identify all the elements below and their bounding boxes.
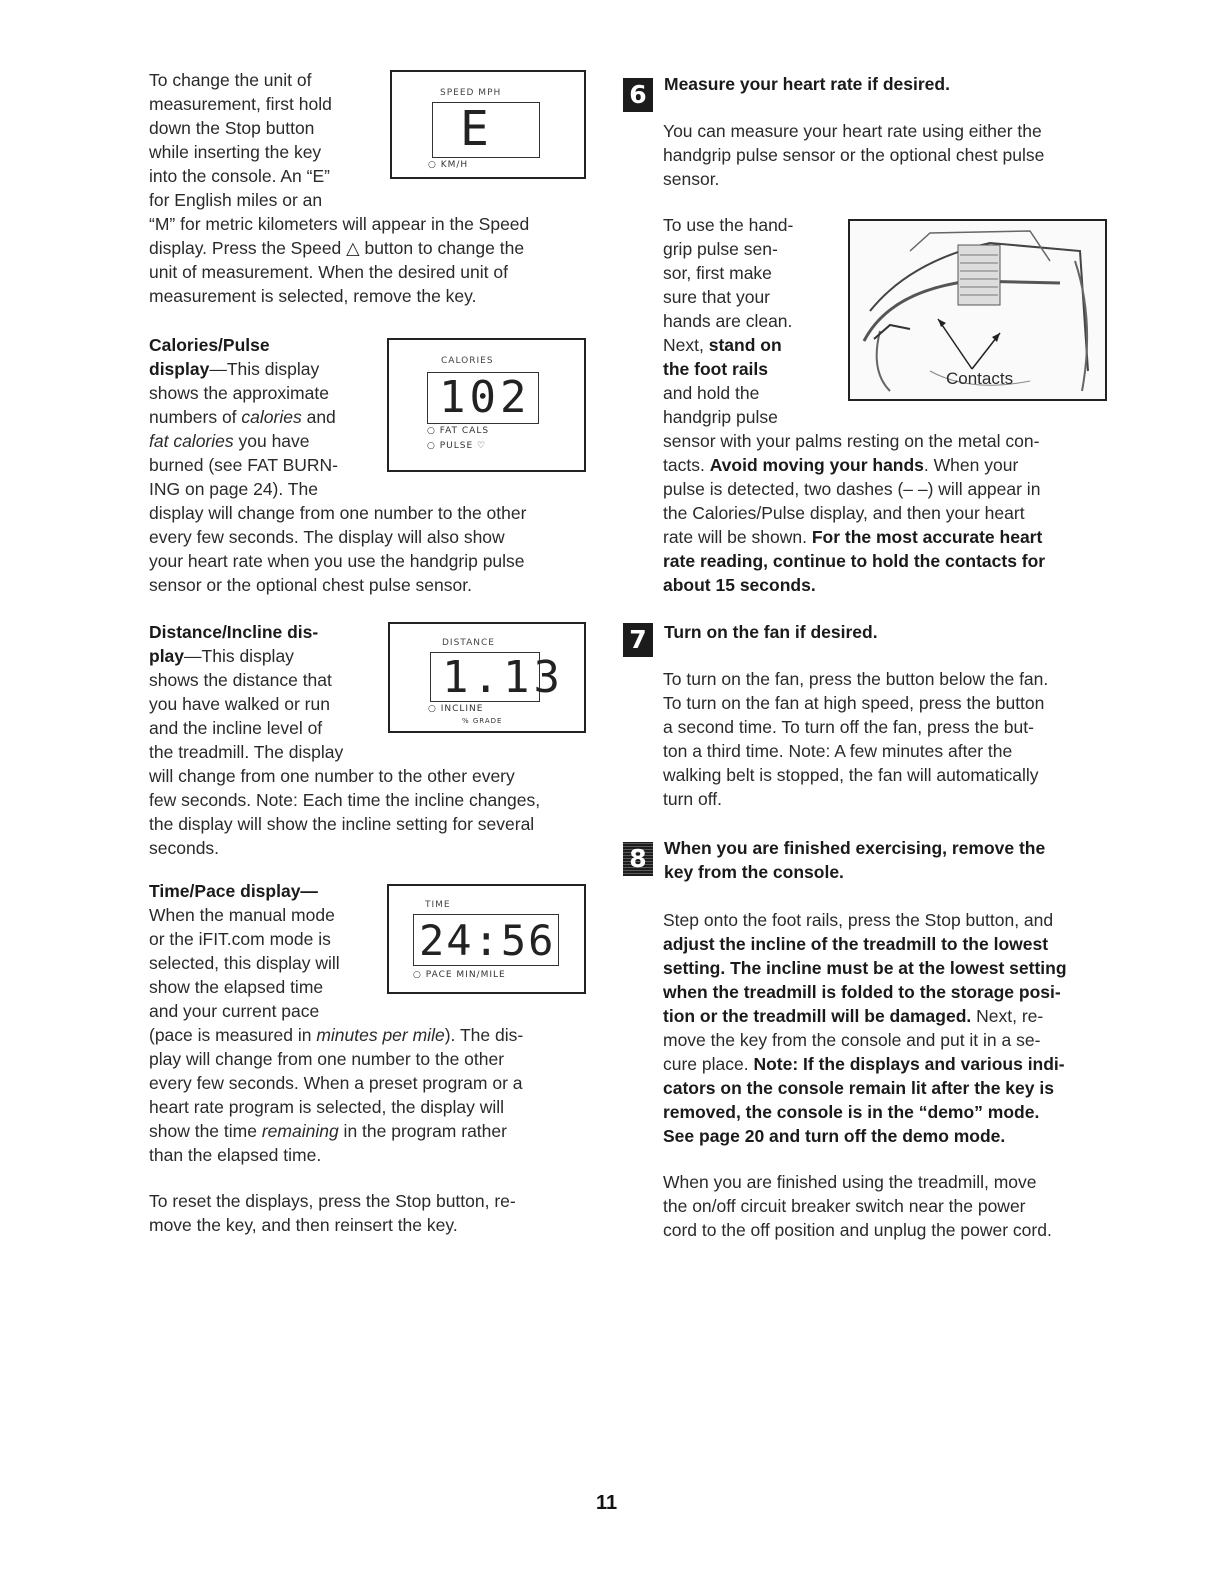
text-line: for English miles or an (149, 190, 323, 210)
text-line: seconds. (149, 838, 220, 858)
text-line: every few seconds. The display will also show (149, 527, 505, 547)
text-line: selected, this display will (149, 953, 340, 973)
text-line: while inserting the key (149, 142, 322, 162)
step-7-badge: 7 (623, 623, 653, 657)
bold-fragment: Avoid moving your hands (709, 455, 924, 475)
text-line: the Calories/Pulse display, and then your heart (663, 503, 1025, 523)
text-line: the display will show the incline setting for several (149, 814, 535, 834)
text-fragment: in the program rather (338, 1121, 507, 1141)
step-8-final-paragraph (663, 1170, 1052, 1242)
text-fragment: —This display (184, 646, 294, 666)
text-line: pulse is detected, two dashes (– –) will appear in (663, 479, 1041, 499)
text-line: down the Stop button (149, 118, 315, 138)
text-line: When you are finished using the treadmill, move (663, 1172, 1037, 1192)
text-fragment: Next, re- (971, 1006, 1044, 1026)
text-line: heart rate program is selected, the display will (149, 1097, 505, 1117)
page-number: 11 (596, 1492, 618, 1514)
step-6-intro (663, 119, 1044, 191)
text-fragment: show the time (149, 1121, 262, 1141)
text-line: burned (see FAT BURN- (149, 455, 339, 475)
text-fragment: tacts. (663, 455, 710, 475)
calories-heading-cont: display (149, 359, 210, 379)
text-fragment: —This display (209, 359, 320, 379)
text-line: and your current pace (149, 1001, 320, 1021)
bold-fragment: rate reading, continue to hold the contacts for (663, 551, 1046, 571)
speed-display-label: SPEED MPH (440, 88, 502, 98)
calories-display-digits: 102 (439, 372, 531, 423)
text-line: hands are clean. (663, 311, 793, 331)
text-line: every few seconds. When a preset program or a (149, 1073, 523, 1093)
handgrip-contacts-figure (848, 219, 1107, 401)
bold-line: removed, the console is in the “demo” mode. (663, 1102, 1040, 1122)
bold-fragment: Note: If the displays and various indi- (753, 1054, 1065, 1074)
pulse-indicator: ○ PULSE ♡ (427, 441, 487, 451)
text-fragment: you have (233, 431, 310, 451)
step-6-heading: Measure your heart rate if desired. (664, 74, 950, 94)
bold-line: adjust the incline of the treadmill to the lowest (663, 934, 1049, 954)
bold-line: when the treadmill is folded to the storage posi- (663, 982, 1061, 1002)
distance-display-figure (388, 622, 586, 733)
speed-display-figure (390, 70, 586, 179)
text-line: To turn on the fan at high speed, press the button (663, 693, 1045, 713)
calories-heading: Calories/Pulse (149, 335, 270, 355)
text-line: sensor with your palms resting on the metal con- (663, 431, 1040, 451)
emphasis: remaining (261, 1121, 339, 1141)
kmh-indicator: ○ KM/H (428, 160, 469, 170)
distance-display-digits: 1.13 (442, 652, 564, 703)
text-line: display will change from one number to the other (149, 503, 527, 523)
pace-indicator: ○ PACE MIN/MILE (413, 970, 506, 980)
text-fragment: Next, (663, 335, 709, 355)
bold-fragment: For the most accurate heart (811, 527, 1043, 547)
bold-fragment: the foot rails (663, 359, 769, 379)
text-fragment: numbers of (149, 407, 242, 427)
distance-heading: Distance/Incline dis- (149, 622, 319, 642)
text-line: your heart rate when you use the handgrip pulse (149, 551, 525, 571)
text-line: than the elapsed time. (149, 1145, 322, 1165)
step-6-badge: 6 (623, 78, 653, 112)
text-fragment: and (301, 407, 336, 427)
text-line: To reset the displays, press the Stop button, re- (149, 1191, 516, 1211)
text-line: measurement, first hold (149, 94, 332, 114)
text-line: ton a third time. Note: A few minutes after the (663, 741, 1013, 761)
step-7-body (663, 667, 1048, 811)
text-line: display. Press the Speed △ button to change the (149, 238, 525, 258)
text-fragment: . When your (923, 455, 1019, 475)
text-line: walking belt is stopped, the fan will automatically (663, 765, 1039, 785)
text-line: or the iFIT.com mode is (149, 929, 331, 949)
text-line: move the key, and then reinsert the key. (149, 1215, 458, 1235)
text-line: move the key from the console and put it in a se- (663, 1030, 1041, 1050)
heading-line: When you are finished exercising, remove the (664, 838, 1046, 858)
text-line: grip pulse sen- (663, 239, 778, 259)
time-display-figure (387, 884, 586, 994)
text-line: sensor or the optional chest pulse sensor. (149, 575, 472, 595)
step-8-heading (664, 836, 1045, 884)
time-display-label: TIME (425, 900, 451, 910)
text-line: handgrip pulse (663, 407, 778, 427)
text-fragment: rate will be shown. (663, 527, 812, 547)
text-fragment: ). The dis- (444, 1025, 524, 1045)
bold-line: setting. The incline must be at the lowest setting (663, 958, 1067, 978)
emphasis: fat calories (149, 431, 234, 451)
text-line: To change the unit of (149, 70, 312, 90)
text-line: few seconds. Note: Each time the incline changes, (149, 790, 541, 810)
fat-cals-indicator: ○ FAT CALS (427, 426, 490, 436)
text-line: unit of measurement. When the desired unit of (149, 262, 508, 282)
text-line: Step onto the foot rails, press the Stop button, and (663, 910, 1054, 930)
incline-indicator: ○ INCLINE (428, 704, 484, 714)
text-line: will change from one number to the other every (149, 766, 515, 786)
bold-fragment: about 15 seconds. (663, 575, 816, 595)
speed-display-digits: E (460, 101, 493, 157)
text-line: play will change from one number to the other (149, 1049, 505, 1069)
step-8-body (663, 908, 1067, 1148)
text-line: show the elapsed time (149, 977, 324, 997)
text-line: the on/off circuit breaker switch near the power (663, 1196, 1026, 1216)
text-line: you have walked or run (149, 694, 330, 714)
reset-paragraph (149, 1189, 516, 1237)
bold-fragment: stand on (708, 335, 782, 355)
calories-display-figure (387, 338, 586, 472)
text-line: shows the approximate (149, 383, 329, 403)
emphasis: minutes per mile (316, 1025, 445, 1045)
text-line: To turn on the fan, press the button below the fan. (663, 669, 1049, 689)
calories-display-label: CALORIES (441, 356, 494, 366)
text-line: into the console. An “E” (149, 166, 330, 186)
time-heading: Time/Pace display— (149, 881, 318, 901)
text-line: “M” for metric kilometers will appear in the Speed (149, 214, 530, 234)
step-8-badge: 8 (623, 842, 653, 876)
text-line: and the incline level of (149, 718, 323, 738)
time-display-digits: 24:56 (419, 916, 556, 965)
step-7-heading: Turn on the fan if desired. (664, 622, 878, 642)
text-line: turn off. (663, 789, 723, 809)
grade-indicator: % GRADE (462, 717, 503, 725)
distance-heading-cont: play (149, 646, 185, 666)
text-line: handgrip pulse sensor or the optional chest pulse (663, 145, 1045, 165)
text-line: a second time. To turn off the fan, press the but- (663, 717, 1034, 737)
text-line: measurement is selected, remove the key. (149, 286, 477, 306)
bold-fragment: tion or the treadmill will be damaged. (663, 1006, 972, 1026)
text-line: When the manual mode (149, 905, 335, 925)
contacts-label: Contacts (946, 369, 1014, 388)
text-line: shows the distance that (149, 670, 332, 690)
text-line: ING on page 24). The (149, 479, 318, 499)
text-line: cord to the off position and unplug the power cord. (663, 1220, 1052, 1240)
text-fragment: (pace is measured in (149, 1025, 317, 1045)
text-line: To use the hand- (663, 215, 794, 235)
text-line: sure that your (663, 287, 770, 307)
text-line: sensor. (663, 169, 720, 189)
emphasis: calories (241, 407, 302, 427)
text-line: sor, first make (663, 263, 772, 283)
bold-line: See page 20 and turn off the demo mode. (663, 1126, 1006, 1146)
text-line: You can measure your heart rate using either the (663, 121, 1042, 141)
text-fragment: cure place. (663, 1054, 754, 1074)
bold-line: cators on the console remain lit after the key is (663, 1078, 1054, 1098)
heading-line: key from the console. (664, 862, 844, 882)
distance-display-label: DISTANCE (442, 638, 495, 648)
text-line: and hold the (663, 383, 760, 403)
text-line: the treadmill. The display (149, 742, 344, 762)
